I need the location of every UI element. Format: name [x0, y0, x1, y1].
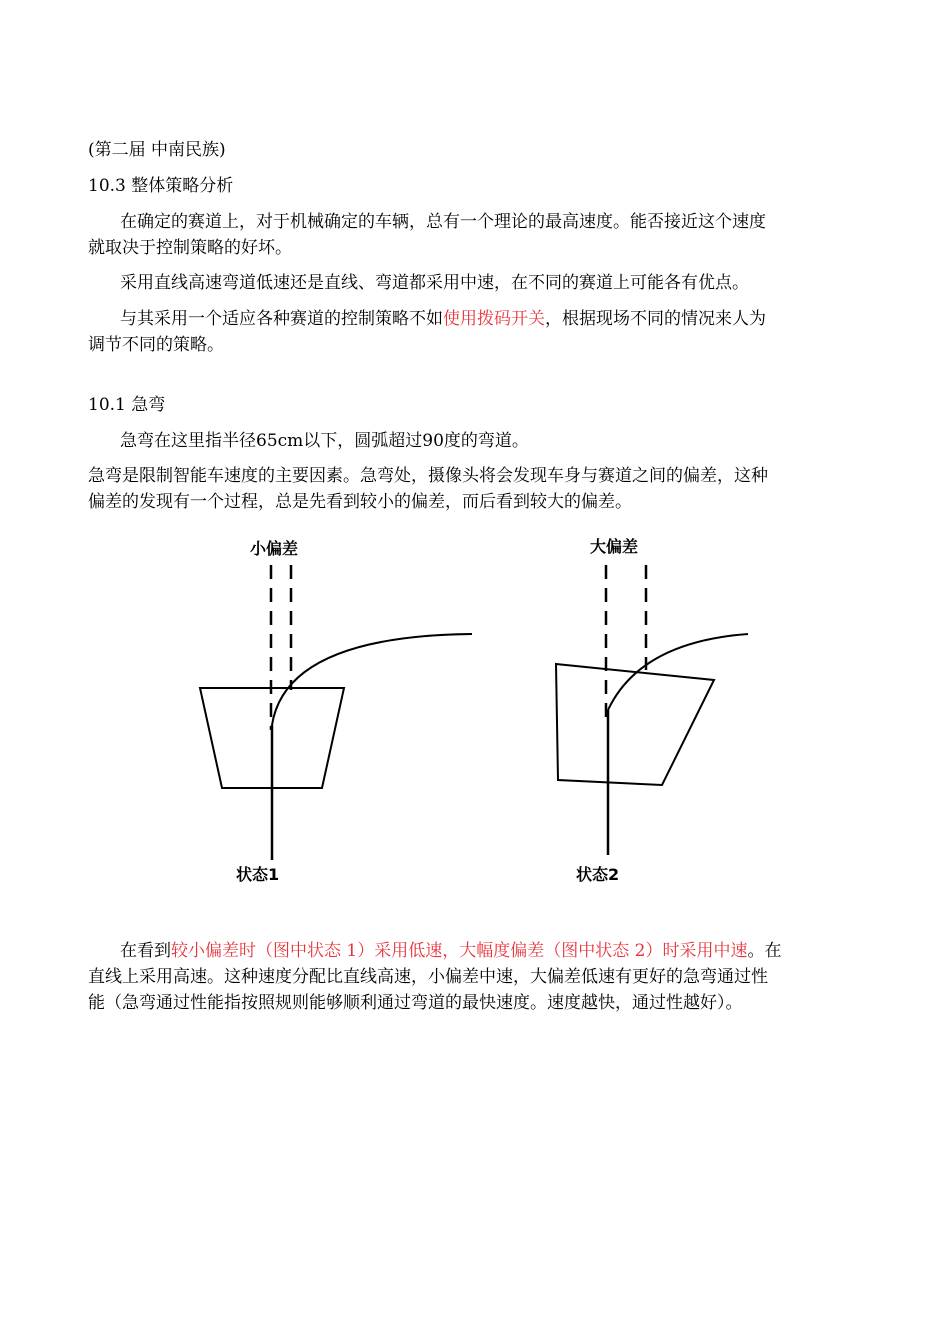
sharp-turn-paragraph-2-line-2: 偏差的发现有一个过程，总是先看到较小的偏差，而后看到较大的偏差。	[88, 492, 632, 512]
conclusion-highlight-low-speed: 较小偏差时（图中状态 1）采用低速	[171, 941, 443, 961]
state1-track-curve	[272, 634, 472, 725]
state1-label: 状态1	[236, 865, 280, 884]
conclusion-highlight-mid-speed: ，大幅度偏差（图中状态 2）时采用中速	[442, 941, 748, 961]
large-deviation-label: 大偏差	[590, 537, 639, 556]
conclusion-text-b: 。在	[747, 941, 782, 961]
conclusion-line-2: 直线上采用高速。这种速度分配比直线高速，小偏差中速，大偏差低速有更好的急弯通过性	[88, 967, 768, 987]
conclusion-text-a: 在看到	[120, 941, 171, 961]
state2-label: 状态2	[576, 865, 620, 884]
conclusion-line-3: 能（急弯通过性能指按照规则能够顺利通过弯道的最快速度。速度越快，通过性越好）。	[88, 993, 743, 1013]
strategy-p3-text-a: 与其采用一个适应各种赛道的控制策略不如	[120, 309, 443, 329]
section-heading-strategy: 10.3 整体策略分析	[88, 176, 234, 196]
deviation-diagram	[190, 530, 770, 900]
small-deviation-label: 小偏差	[250, 539, 299, 558]
strategy-paragraph-2: 采用直线高速弯道低速还是直线、弯道都采用中速，在不同的赛道上可能各有优点。	[120, 273, 749, 293]
strategy-paragraph-1-line-2: 就取决于控制策略的好坏。	[88, 238, 292, 258]
section-heading-sharp-turn: 10.1 急弯	[88, 395, 166, 415]
source-note: (第二届 中南民族)	[88, 140, 226, 160]
state2-figure	[556, 537, 748, 884]
sharp-turn-paragraph-2-line-1: 急弯是限制智能车速度的主要因素。急弯处，摄像头将会发现车身与赛道之间的偏差，这种	[88, 466, 768, 486]
state2-car-outline	[556, 664, 714, 785]
strategy-paragraph-3-line-1	[120, 306, 766, 332]
strategy-paragraph-1-line-1: 在确定的赛道上，对于机械确定的车辆，总有一个理论的最高速度。能否接近这个速度	[120, 212, 766, 232]
strategy-paragraph-3-line-2: 调节不同的策略。	[88, 335, 224, 355]
sharp-turn-paragraph-1: 急弯在这里指半径65cm以下，圆弧超过90度的弯道。	[120, 431, 529, 451]
conclusion-line-1	[120, 938, 781, 964]
state1-figure	[200, 539, 472, 884]
strategy-p3-text-b: ，根据现场不同的情况来人为	[545, 309, 766, 329]
dip-switch-highlight: 使用拨码开关	[443, 309, 545, 329]
